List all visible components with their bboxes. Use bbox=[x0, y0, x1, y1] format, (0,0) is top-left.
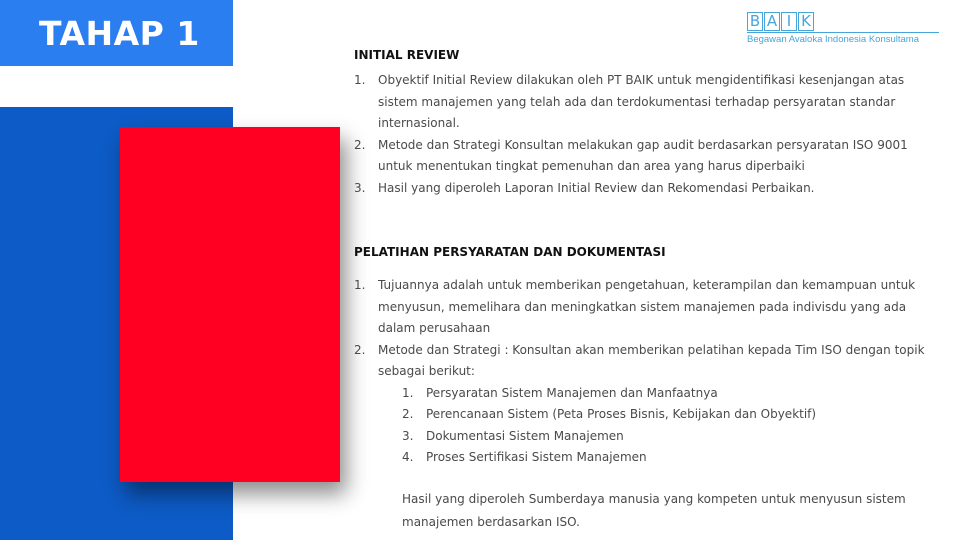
sublist-item bbox=[402, 426, 944, 448]
section2-heading: PELATIHAN PERSYARATAN DAN DOKUMENTASI bbox=[354, 245, 666, 259]
logo-subtitle: Begawan Avaloka Indonesia Konsultama bbox=[747, 32, 939, 45]
item-number: 2. bbox=[354, 342, 366, 357]
logo-letters bbox=[747, 12, 939, 31]
sublist-item bbox=[402, 383, 944, 405]
section2-list bbox=[354, 275, 944, 469]
item-text: Obyektif Initial Review dilakukan oleh PT BAIK untuk mengidentifikasi kesenjangan atas sistem manajemen yang telah ada dan terdokumentasi terhadap persyaratan standar internasional. bbox=[378, 73, 905, 130]
list-item bbox=[354, 178, 944, 200]
list-item bbox=[354, 135, 944, 178]
item-number: 4. bbox=[402, 450, 414, 464]
item-text: Metode dan Strategi : Konsultan akan memberikan pelatihan kepada Tim ISO dengan topik sebagai berikut: bbox=[378, 342, 925, 378]
topic-sublist bbox=[378, 383, 944, 469]
sublist-item bbox=[402, 447, 944, 469]
title-bar bbox=[0, 0, 233, 66]
list-item bbox=[354, 275, 944, 340]
item-number: 2. bbox=[402, 407, 414, 421]
item-number: 3. bbox=[402, 428, 414, 443]
section1-heading: INITIAL REVIEW bbox=[354, 48, 460, 62]
item-text: Hasil yang diperoleh Laporan Initial Review dan Rekomendasi Perbaikan. bbox=[378, 180, 815, 195]
red-decor-block bbox=[120, 127, 340, 482]
logo-letter: K bbox=[798, 12, 814, 31]
item-text: Persyaratan Sistem Manajemen dan Manfaatnya bbox=[426, 385, 718, 400]
logo-letter: I bbox=[781, 12, 797, 31]
item-number: 2. bbox=[354, 137, 366, 152]
item-number: 1. bbox=[354, 73, 366, 87]
item-text: Perencanaan Sistem (Peta Proses Bisnis, Kebijakan dan Obyektif) bbox=[426, 407, 817, 421]
item-number: 1. bbox=[402, 385, 414, 400]
training-result-text: Hasil yang diperoleh Sumberdaya manusia yang kompeten untuk menyusun sistem manajemen berdasarkan ISO. bbox=[402, 492, 906, 529]
logo-letter: B bbox=[747, 12, 763, 31]
item-text: Dokumentasi Sistem Manajemen bbox=[426, 428, 624, 443]
sublist-item bbox=[402, 404, 944, 426]
item-text: Tujuannya adalah untuk memberikan pengetahuan, keterampilan dan kemampuan untuk menyusun, memelihara dan meningkatkan sistem manajemen pada indivisdu yang ada dalam perusahaan bbox=[378, 278, 916, 335]
list-item bbox=[354, 340, 944, 469]
item-text: Metode dan Strategi Konsultan melakukan gap audit berdasarkan persyaratan ISO 9001 untuk menentukan tingkat pemenuhan dan area yang harus diperbaiki bbox=[378, 137, 908, 173]
slide-title: TAHAP 1 bbox=[39, 13, 200, 53]
section1-list bbox=[354, 70, 944, 199]
list-item bbox=[354, 70, 944, 135]
item-text: Proses Sertifikasi Sistem Manajemen bbox=[426, 450, 647, 464]
baik-logo bbox=[747, 12, 939, 48]
item-number: 3. bbox=[354, 180, 366, 195]
item-number: 1. bbox=[354, 278, 366, 292]
logo-letter: A bbox=[764, 12, 780, 31]
